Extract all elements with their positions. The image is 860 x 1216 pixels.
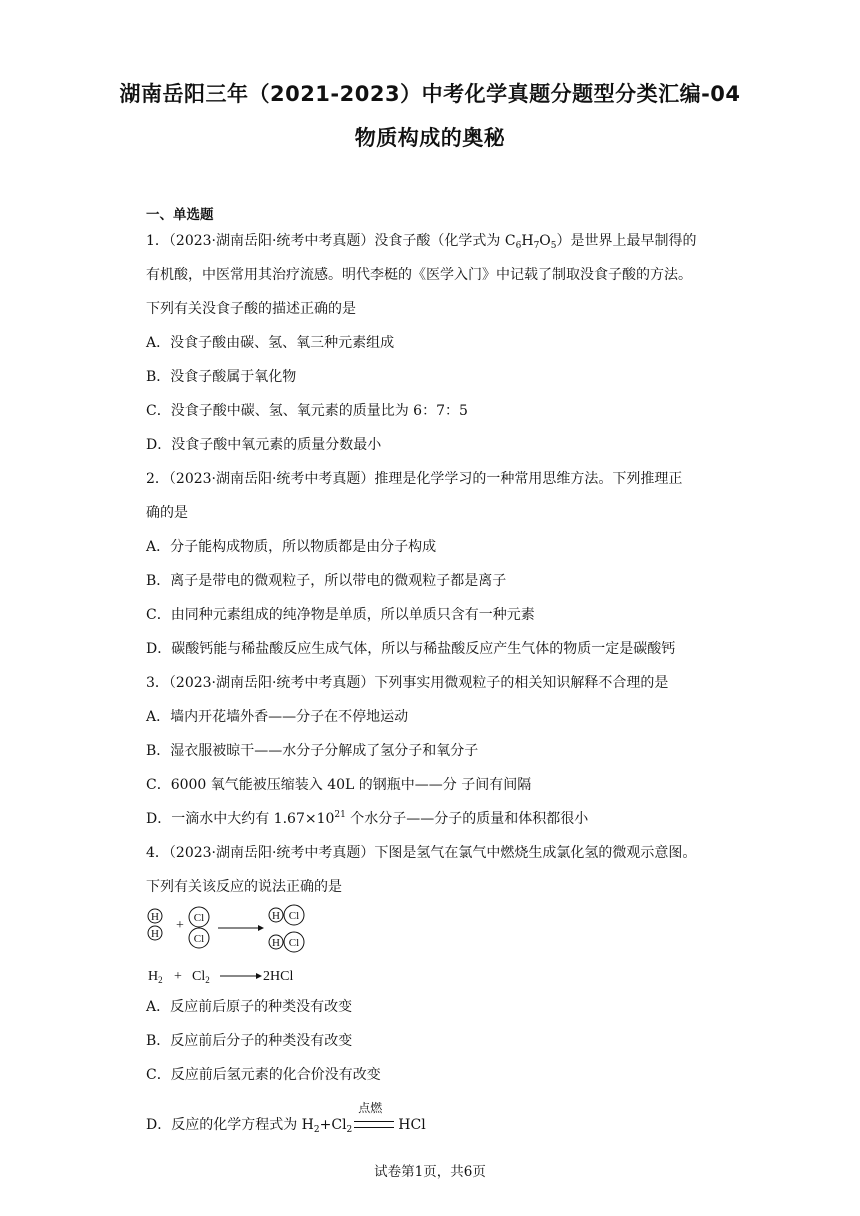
q1-option-a: A．没食子酸由碳、氢、氧三种元素组成 <box>146 335 395 351</box>
q2-stem-line1: 2．（2023·湖南岳阳·统考中考真题）推理是化学学习的一种常用思维方法。下列推理正 <box>146 471 683 487</box>
page-footer: 试卷第1页，共6页 <box>374 1164 486 1180</box>
plus-sign: + <box>176 918 184 933</box>
q4-option-a: A．反应前后原子的种类没有改变 <box>146 999 353 1015</box>
h-atom-1-label: H <box>151 911 159 923</box>
q1-stem-line3: 下列有关没食子酸的描述正确的是 <box>146 301 356 317</box>
eq-cl2: $Cl_2$ <box>192 969 210 985</box>
q3-option-b: B．湿衣服被晾干——水分子分解成了氢分子和氧分子 <box>146 743 479 759</box>
hcl2-h-label: H <box>272 937 280 949</box>
q1-option-d: D．没食子酸中氧元素的质量分数最小 <box>146 437 382 453</box>
q1-option-b: B．没食子酸属于氧化物 <box>146 369 297 385</box>
h-atom-2-label: H <box>151 928 159 940</box>
q2-option-b: B．离子是带电的微观粒子，所以带电的微观粒子都是离子 <box>146 573 507 589</box>
cl-atom-1-label: Cl <box>193 912 205 924</box>
q2-option-d: D．碳酸钙能与稀盐酸反应生成气体，所以与稀盐酸反应产生气体的物质一定是碳酸钙 <box>146 641 676 657</box>
q3-stem-line1: 3．（2023·湖南岳阳·统考中考真题）下列事实用微观粒子的相关知识解释不合理的是 <box>146 675 669 691</box>
reaction-micro-diagram <box>140 900 320 990</box>
q1-stem-line2: 有机酸，中医常用其治疗流感。明代李梃的《医学入门》中记载了制取没食子酸的方法。 <box>146 267 692 283</box>
equals-double-bar <box>354 1121 394 1128</box>
q4-option-c: C．反应前后氢元素的化合价没有改变 <box>146 1067 381 1083</box>
reaction-condition: 点燃 <box>352 1115 398 1133</box>
q4-option-b: B．反应前后分子的种类没有改变 <box>146 1033 353 1049</box>
arrow-head <box>258 925 264 931</box>
doc-title-line1: 湖南岳阳三年（2021-2023）中考化学真题分题型分类汇编-04 <box>119 82 741 106</box>
q1-option-c: C．没食子酸中碳、氢、氧元素的质量比为 6：7：5 <box>146 403 468 419</box>
q3-option-d: D．一滴水中大约有 $1.67\times 10^{21}$ 个水分子——分子的质量和体积都很小 <box>146 810 589 827</box>
eq-plus: + <box>174 969 182 984</box>
eq-h2: $H_2$ <box>148 969 163 985</box>
q4-stem-line2: 下列有关该反应的说法正确的是 <box>146 879 342 895</box>
q4-option-d: D．反应的化学方程式为 $H_2+Cl_2$ 点燃 HCl <box>146 1101 426 1135</box>
q3-option-c: C．6000 氧气能被压缩装入 40L 的钢瓶中——分 子间有间隔 <box>146 777 532 793</box>
q3-option-a: A．墙内开花墙外香——分子在不停地运动 <box>146 709 409 725</box>
q2-stem-line2: 确的是 <box>146 505 188 521</box>
eq-arrow-head <box>256 973 262 979</box>
eq-product: 2HCl <box>263 969 294 984</box>
q2-option-a: A．分子能构成物质，所以物质都是由分子构成 <box>146 539 437 555</box>
hcl1-h-label: H <box>272 910 280 922</box>
cl-atom-2-label: Cl <box>193 933 205 945</box>
hcl1-cl-label: Cl <box>288 910 300 922</box>
q2-option-c: C．由同种元素组成的纯净物是单质，所以单质只含有一种元素 <box>146 607 535 623</box>
section-heading: 一、单选题 <box>146 207 214 223</box>
q4-stem-line1: 4．（2023·湖南岳阳·统考中考真题）下图是氢气在氯气中燃烧生成氯化氢的微观示意图。 <box>146 845 697 861</box>
doc-title-line2: 物质构成的奥秘 <box>354 126 506 150</box>
hcl2-cl-label: Cl <box>288 937 300 949</box>
q1-stem-line1: 1．（2023·湖南岳阳·统考中考真题）没食子酸（化学式为 $C_6H_7O_5$）是世界上最早制得的 <box>146 233 697 251</box>
